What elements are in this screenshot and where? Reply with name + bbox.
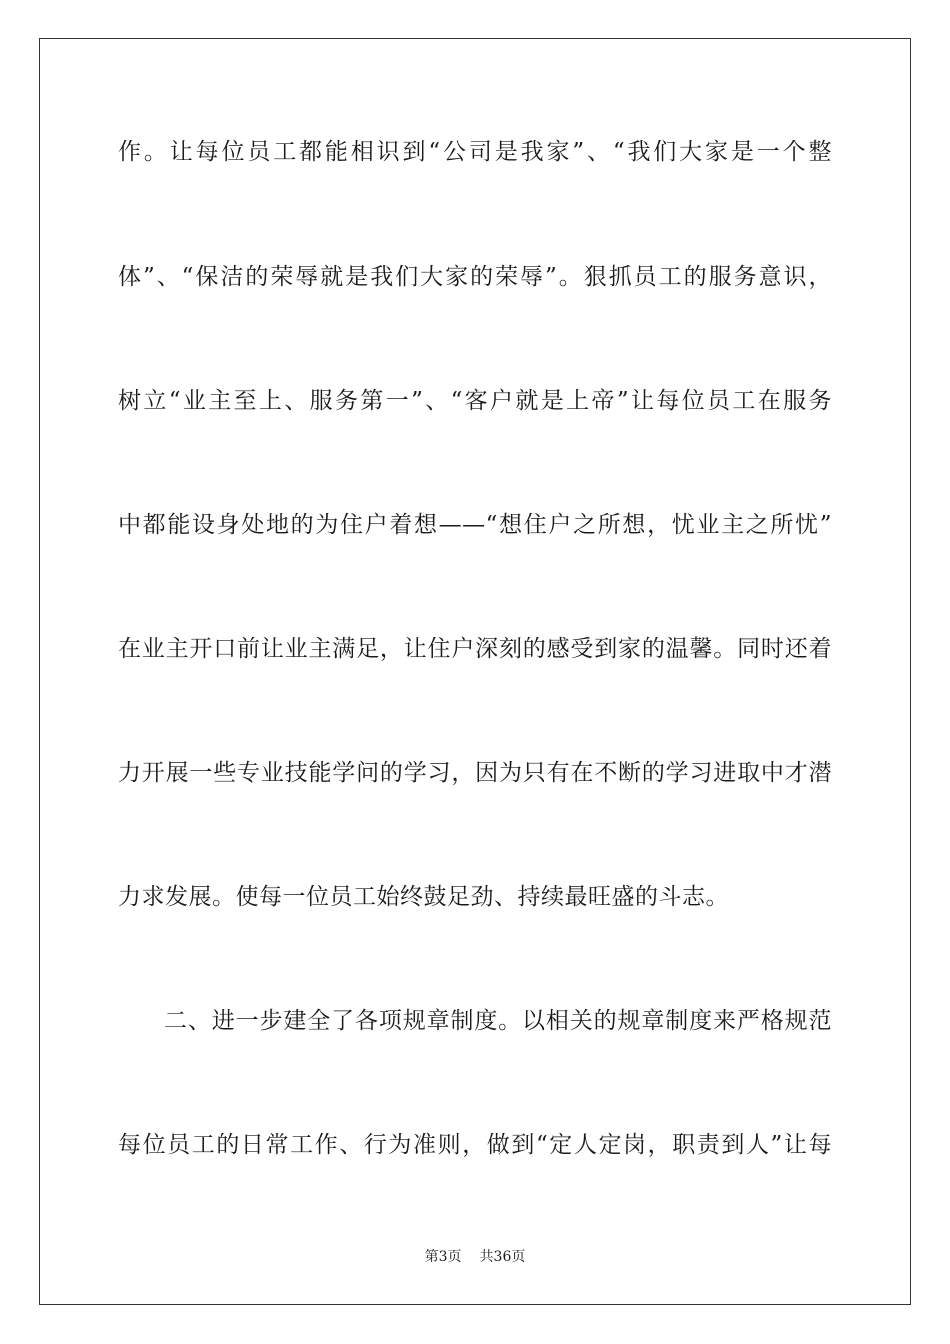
body-text-line-4: 中都能设身处地的为住户着想——“想住户之所想，忧业主之所忧”: [118, 512, 832, 538]
body-text-line-1: 作。让每位员工都能相识到“公司是我家”、“我们大家是一个整: [118, 139, 832, 165]
page-number-total: 共36页: [479, 1249, 526, 1265]
paragraph-2-first-line: 二、进一步建全了各项规章制度。以相关的规章制度来严格规范: [164, 1008, 832, 1034]
body-text-line-5: 在业主开口前让业主满足，让住户深刻的感受到家的温馨。同时还着: [118, 636, 832, 662]
body-text-line-6: 力开展一些专业技能学问的学习，因为只有在不断的学习进取中才潜: [118, 760, 832, 786]
page-border: [39, 38, 911, 1305]
body-text-line-9: 每位员工的日常工作、行为准则，做到“定人定岗，职责到人”让每: [118, 1132, 832, 1158]
body-text-line-2: 体”、“保洁的荣辱就是我们大家的荣辱”。狠抓员工的服务意识，: [118, 264, 832, 290]
page-number-current: 第3页: [424, 1249, 462, 1265]
body-text-line-7: 力求发展。使每一位员工始终鼓足劲、持续最旺盛的斗志。: [118, 884, 729, 910]
body-text-line-3: 树立“业主至上、服务第一”、“客户就是上帝”让每位员工在服务: [118, 388, 832, 414]
page-footer: [0, 1248, 950, 1266]
